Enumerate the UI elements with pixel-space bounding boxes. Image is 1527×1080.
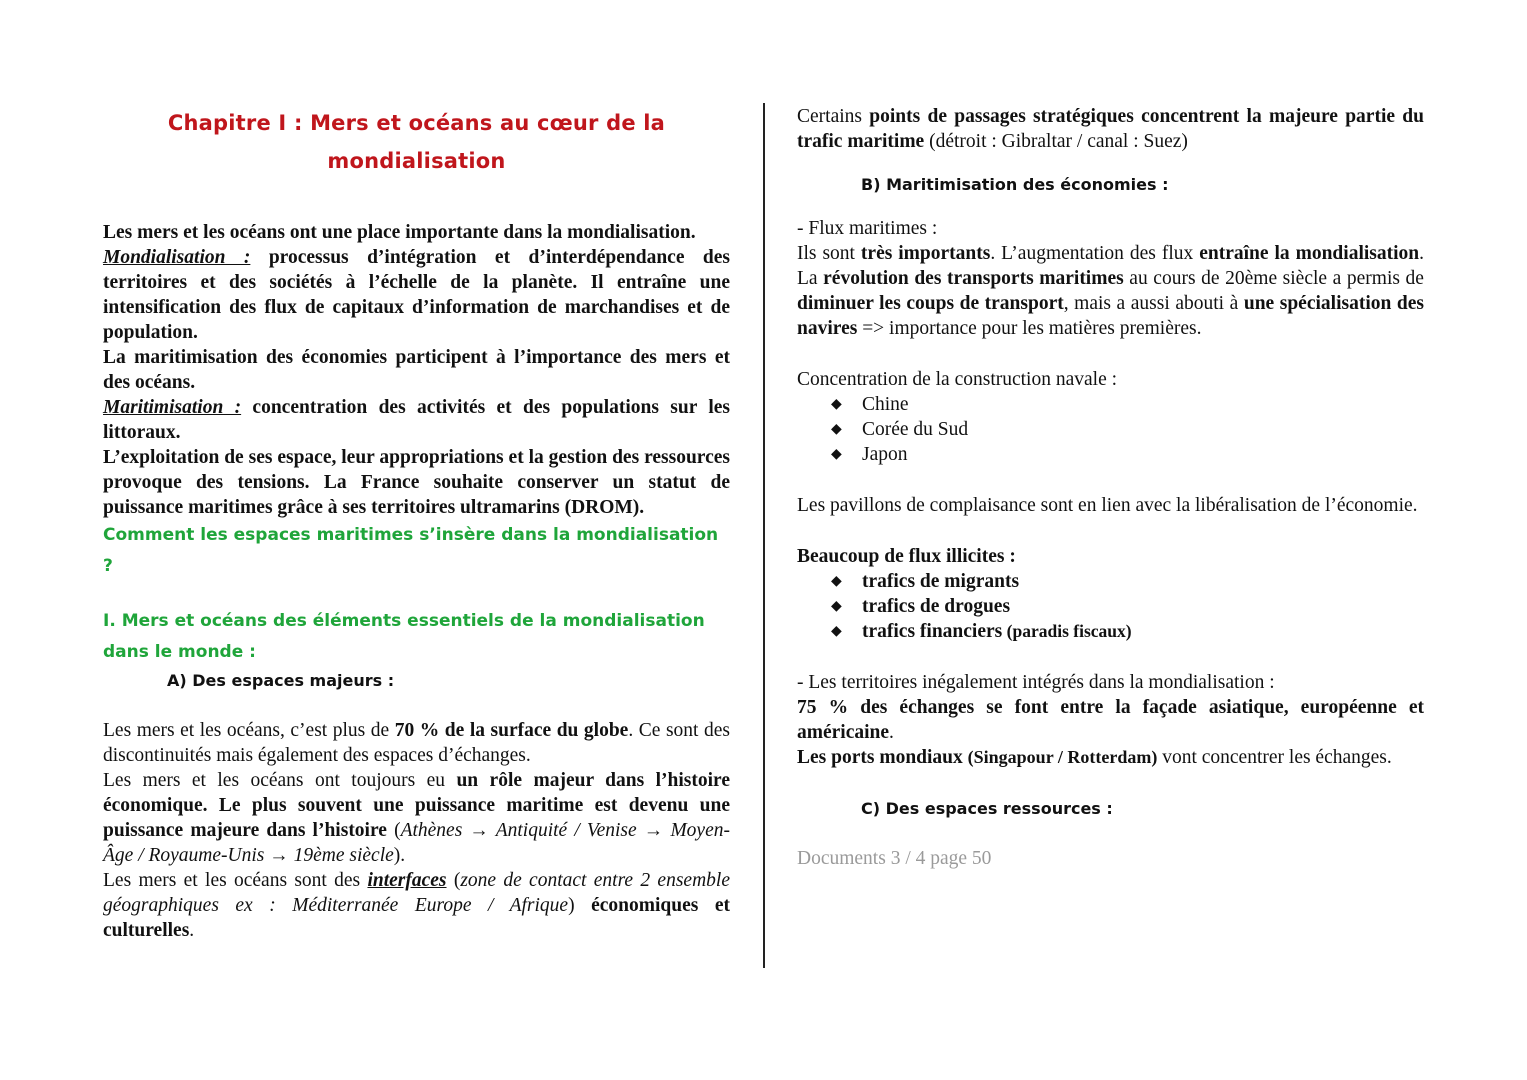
list-item-text: Chine — [862, 394, 909, 415]
text-run: ( — [446, 870, 461, 891]
list-item — [831, 417, 1424, 442]
text-run-bold: 75 % des échanges se font entre la façade asiatique, européenne et américaine — [797, 697, 1424, 743]
text-run-bold: entraîne la mondialisation — [1199, 243, 1420, 264]
definition-maritimisation — [103, 395, 730, 445]
naval-list — [797, 392, 1424, 467]
text-run: . — [189, 920, 195, 941]
text-run: Les mers et les océans ont toujours eu — [103, 770, 457, 791]
subsection-c-title: C) Des espaces ressources : — [861, 799, 1113, 818]
list-item-text: Japon — [862, 444, 908, 465]
list-item — [831, 569, 1424, 594]
list-item — [831, 392, 1424, 417]
list-item-note: (paradis fiscaux) — [1002, 621, 1132, 641]
flux-title: - Flux maritimes : — [797, 218, 938, 239]
intro-paragraph: Les mers et les océans ont une place importante dans la mondialisation. — [103, 222, 696, 243]
text-run-bold: Les ports mondiaux — [797, 747, 968, 768]
text-run: Les mers et les océans, c’est plus de — [103, 720, 395, 741]
list-item-text: Corée du Sud — [862, 419, 969, 440]
chapter-title-line1: Chapitre I : Mers et océans au cœur de la — [167, 111, 666, 135]
list-item — [831, 619, 1424, 644]
section-1-title-line1: I. Mers et océans des éléments essentiels de la mondialisation — [103, 611, 705, 631]
right-column — [797, 104, 1424, 871]
text-run: => importance pour les matières premières. — [857, 318, 1202, 339]
pavillons-paragraph: Les pavillons de complaisance sont en lien avec la libéralisation de l’économie. — [797, 495, 1418, 516]
text-run: Ils sont — [797, 243, 861, 264]
column-divider — [763, 103, 765, 968]
diamond-bullet-icon: ◆ — [831, 623, 842, 639]
text-run: ) — [568, 895, 592, 916]
paragraph-a1 — [103, 718, 730, 768]
list-item-text: trafics de drogues — [862, 596, 1011, 617]
list-item — [831, 442, 1424, 467]
definition-text: processus d’intégration et d’interdépendance des territoires et des sociétés à l’échelle de la planète. Il entraîne une intensification des flux de capitaux d’information de marchandises et de population. — [103, 247, 731, 343]
diamond-bullet-icon: ◆ — [831, 573, 842, 589]
territoires-paragraph — [797, 695, 1424, 745]
section-1-title-line2: dans le monde : — [103, 642, 256, 662]
text-run-bold: une spécialisation des navires — [797, 293, 1424, 339]
subsection-b-title: B) Maritimisation des économies : — [861, 175, 1169, 194]
diamond-bullet-icon: ◆ — [831, 598, 842, 614]
diamond-bullet-icon: ◆ — [831, 446, 842, 462]
definition-term: Maritimisation : — [103, 397, 242, 418]
text-run: . L’augmentation des flux — [990, 243, 1200, 264]
paragraph-a3 — [103, 868, 730, 943]
illicit-title: Beaucoup de flux illicites : — [797, 546, 1016, 567]
maritimisation-sentence: La maritimisation des économies participent à l’importance des mers et des océans. — [103, 347, 730, 393]
list-item — [831, 594, 1424, 619]
text-run: . — [889, 722, 894, 743]
left-column — [103, 104, 730, 943]
list-item-text: trafics de migrants — [862, 571, 1020, 592]
text-run-bold: points de passages stratégiques concentrent la majeure partie du trafic maritime — [797, 106, 1424, 152]
text-run: Certains — [797, 106, 870, 127]
text-run: ). — [393, 845, 406, 866]
diamond-bullet-icon: ◆ — [831, 396, 842, 412]
illicit-list — [797, 569, 1424, 644]
paragraph-a2 — [103, 768, 730, 868]
definition-term: Mondialisation : — [103, 247, 251, 268]
subsection-a-title: A) Des espaces majeurs : — [167, 671, 395, 690]
text-run: . La — [797, 243, 1424, 289]
list-item-text: trafics financiers — [862, 621, 1003, 642]
problem-question: Comment les espaces maritimes s’insère dans la mondialisation ? — [103, 525, 719, 576]
text-run: au cours de 20ème siècle a permis de — [1123, 268, 1424, 289]
text-run: , mais a aussi abouti à — [1063, 293, 1244, 314]
text-run-bold: un rôle majeur dans l’histoire économique. Le plus souvent une puissance maritime est devenu une puissance majeure dans l’histoire — [103, 770, 730, 841]
naval-title: Concentration de la construction navale : — [797, 369, 1118, 390]
text-run: (détroit : Gibraltar / canal : Suez) — [924, 131, 1188, 152]
section-1-title — [103, 606, 730, 668]
text-run-bold: 70 % de la surface du globe — [394, 720, 629, 741]
text-run-italic: zone de contact entre 2 ensemble géographiques ex : Méditerranée Europe / Afrique — [103, 870, 730, 916]
diamond-bullet-icon: ◆ — [831, 421, 842, 437]
text-run: Les mers et les océans sont des — [103, 870, 368, 891]
documents-reference: Documents 3 / 4 page 50 — [797, 848, 992, 869]
territoires-title: - Les territoires inégalement intégrés dans la mondialisation : — [797, 672, 1275, 693]
chapter-title — [103, 104, 730, 180]
tensions-paragraph: L’exploitation de ses espace, leur appropriations et la gestion des ressources provoque des tensions. La France souhaite conserver un statut de puissance maritimes grâce à ses territoires ultramarins (DROM). — [103, 447, 730, 518]
ports-paragraph — [797, 745, 1424, 770]
definition-mondialisation — [103, 245, 730, 345]
text-run-bold: (Singapour / Rotterdam) — [967, 747, 1158, 767]
text-run: vont concentrer les échanges. — [1157, 747, 1392, 768]
text-run-bold: économiques et culturelles — [103, 895, 730, 941]
definition-text: concentration des activités et des populations sur les littoraux. — [103, 397, 730, 443]
text-run-italic: Athènes → Antiquité / Venise → Moyen-Âge / Royaume-Unis → 19ème siècle — [103, 820, 730, 866]
flux-paragraph — [797, 241, 1424, 341]
chapter-title-line2: mondialisation — [327, 149, 506, 173]
text-run-bold: diminuer les coups de transport — [797, 293, 1064, 314]
text-run: . Ce sont des discontinuités mais également des espaces d’échanges. — [103, 720, 730, 766]
text-run-bold: très importants — [860, 243, 991, 264]
text-run: ( — [386, 820, 401, 841]
text-run-bold-underline: interfaces — [367, 870, 447, 891]
text-run-bold: révolution des transports maritimes — [823, 268, 1124, 289]
paragraph-passages — [797, 104, 1424, 154]
